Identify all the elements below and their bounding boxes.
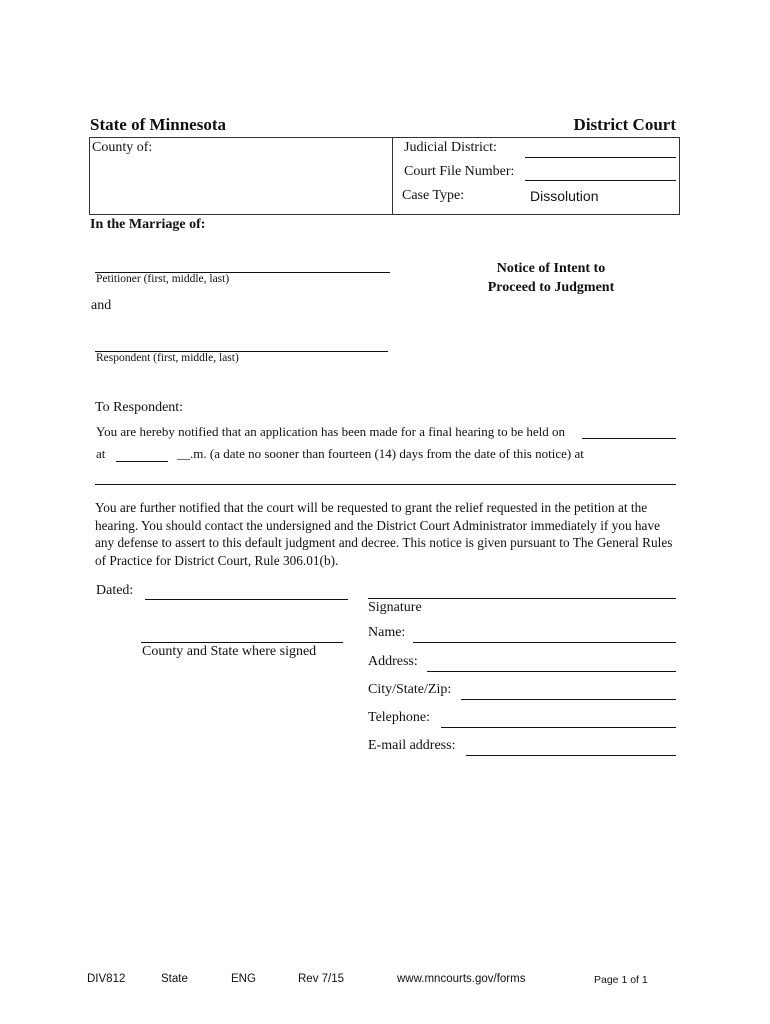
title-line-2: Proceed to Judgment (487, 280, 615, 295)
petitioner-label: Petitioner (first, middle, last) (96, 273, 230, 285)
city-state-zip-field[interactable] (461, 699, 676, 700)
footer-revision: Rev 7/15 (298, 973, 345, 985)
respondent-label: Respondent (first, middle, last) (96, 352, 239, 364)
am-pm-label: __.m. (a date no sooner than fourteen (14) days from the date of this notice) at (177, 446, 584, 461)
county-state-field[interactable] (141, 642, 343, 643)
email-label: E-mail address: (368, 738, 456, 753)
footer-page: Page 1 of 1 (594, 974, 648, 986)
signature-label: Signature (368, 600, 422, 615)
name-field[interactable] (413, 642, 676, 643)
footer-language: ENG (231, 973, 256, 985)
hearing-location-field[interactable] (95, 484, 676, 485)
address-label: Address: (368, 654, 418, 669)
footer-jurisdiction: State (161, 973, 188, 985)
footer-form-id: DIV812 (87, 973, 126, 985)
dated-label: Dated: (96, 583, 134, 598)
telephone-label: Telephone: (368, 710, 430, 725)
notice-paragraph: You are further notified that the court will be requested to grant the relief requested in the petition at the hearing. You should contact the undersigned and the District Court Administrator immediately if you have any defense to assert to this default judgment and decree. This notice is given pursuant to The General Rules of Practice for District Court, Rule 306.01(b). (95, 500, 673, 568)
and-text: and (91, 298, 112, 313)
court-file-number-field[interactable] (525, 180, 676, 181)
telephone-field[interactable] (441, 727, 676, 728)
notice-line-1: You are hereby notified that an application has been made for a final hearing to be held on (96, 424, 566, 439)
address-field[interactable] (427, 671, 676, 672)
judicial-district-field[interactable] (525, 157, 676, 158)
court-file-number-label: Court File Number: (404, 164, 515, 179)
case-type-value[interactable]: Dissolution (530, 188, 599, 204)
footer-website: www.mncourts.gov/forms (397, 973, 526, 985)
caption-divider (392, 137, 393, 215)
hearing-time-field[interactable] (116, 461, 168, 462)
salutation: To Respondent: (95, 400, 184, 415)
name-label: Name: (368, 625, 406, 640)
judicial-district-label: Judicial District: (404, 140, 497, 155)
case-type-label: Case Type: (402, 188, 465, 203)
city-state-zip-label: City/State/Zip: (368, 682, 452, 697)
title-line-1: Notice of Intent to (496, 261, 606, 276)
court-heading: District Court (573, 115, 676, 134)
county-state-label: County and State where signed (142, 644, 317, 659)
dated-field[interactable] (145, 599, 348, 600)
state-heading: State of Minnesota (90, 115, 226, 134)
county-label: County of: (92, 140, 153, 155)
signature-field[interactable] (368, 598, 676, 599)
at-label: at (96, 446, 106, 461)
email-field[interactable] (466, 755, 676, 756)
marriage-heading: In the Marriage of: (90, 217, 206, 232)
hearing-date-field[interactable] (582, 438, 676, 439)
